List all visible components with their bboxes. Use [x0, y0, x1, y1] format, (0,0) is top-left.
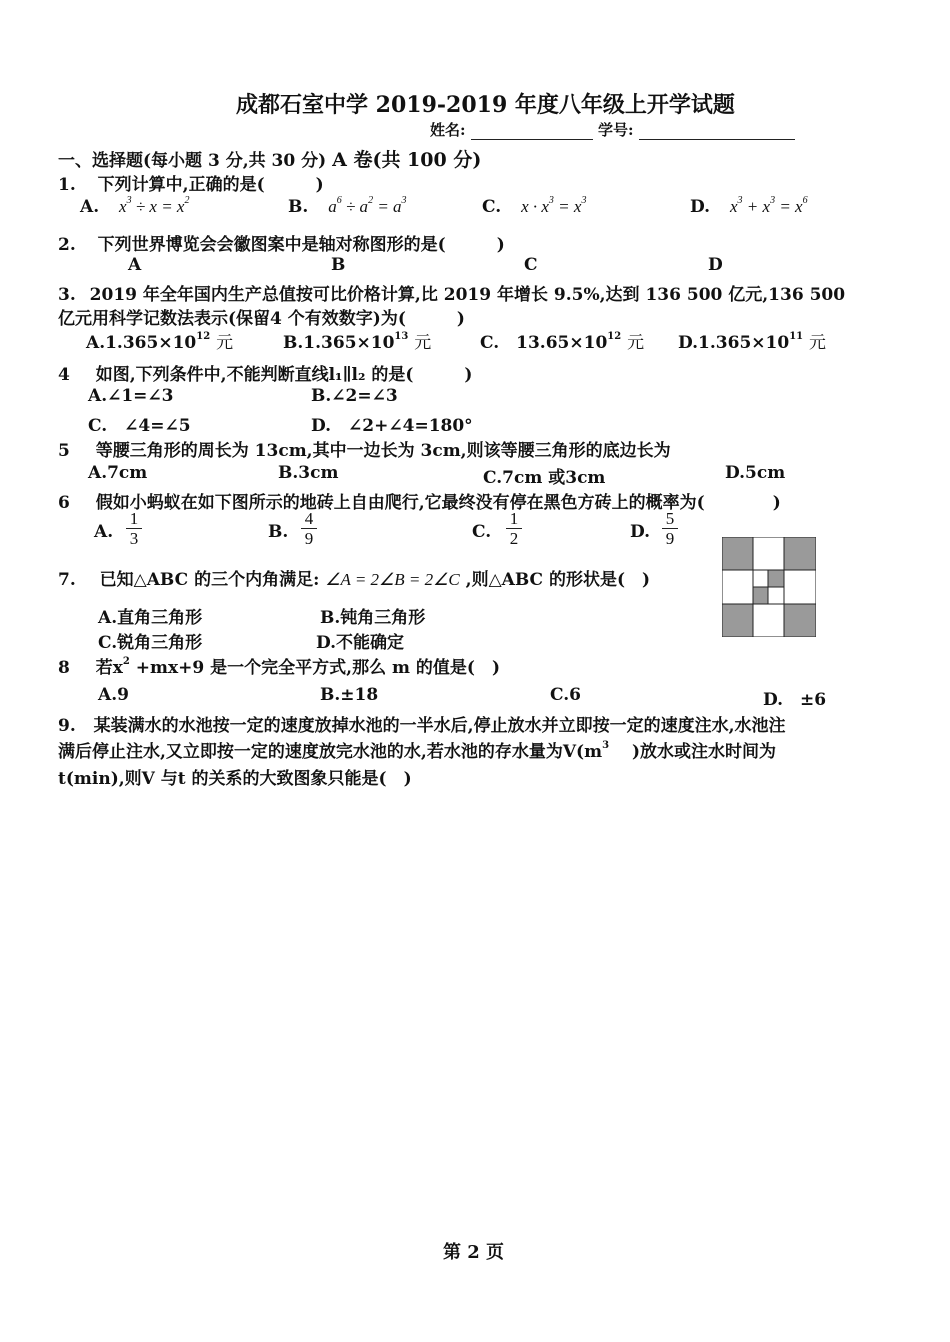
exponent: 3: [602, 740, 610, 752]
question-3: [58, 280, 845, 305]
numerator: 1: [126, 510, 142, 529]
option-text: B.1.365×10: [283, 333, 395, 353]
q6-option-b-label[interactable]: B.: [268, 522, 289, 542]
q6-option-c-fraction[interactable]: [506, 510, 522, 549]
q1-option-a[interactable]: A. $x^3 \div x = x^2$: [80, 195, 190, 217]
q3-option-d[interactable]: [678, 328, 826, 353]
question-5: [58, 436, 671, 461]
question-stem: 2019 年全年国内生产总值按可比价格计算,比 2019 年增长 9.5%,达到 136 500 亿元,136 500: [89, 285, 846, 305]
unit: 元: [809, 333, 827, 353]
exponent: 13: [394, 331, 409, 343]
question-4: [58, 360, 472, 385]
q8-option-d[interactable]: D. ±6: [763, 690, 827, 710]
question-9-line3: t(min),则V 与t 的关系的大致图象只能是( ): [58, 769, 412, 789]
question-stem: 假如小蚂蚁在如下图所示的地砖上自由爬行,它最终没有停在黑色方砖上的概率为( ): [95, 493, 781, 513]
question-9-line2: [58, 737, 776, 762]
question-number: 5: [58, 441, 70, 461]
option-text: A.1.365×10: [86, 333, 197, 353]
question-stem: 已知△ABC 的三个内角满足:: [99, 570, 320, 590]
question-9: [58, 711, 786, 736]
q5-option-b[interactable]: B.3cm: [278, 463, 339, 483]
section-heading-text: 一、选择题(每小题 3 分,共 30 分): [58, 151, 327, 171]
numerator: 4: [301, 510, 317, 529]
q8-option-c[interactable]: C.6: [550, 685, 581, 705]
q6-option-d-label[interactable]: D.: [630, 522, 651, 542]
question-stem: 下列计算中,正确的是( ): [97, 175, 324, 195]
option-label: D.: [690, 197, 711, 217]
q6-option-b-fraction[interactable]: [301, 510, 317, 549]
option-label: C.: [482, 197, 502, 217]
q2-option-c[interactable]: C: [524, 255, 538, 275]
q1-option-d[interactable]: D. $x^3 + x^3 = x^6$: [690, 195, 808, 217]
option-label: A.: [80, 197, 100, 217]
question-number: 9.: [58, 716, 76, 736]
formula: ∠A = 2∠B = 2∠C: [325, 570, 460, 589]
q4-option-c[interactable]: C. ∠4=∠5: [88, 416, 191, 436]
id-label: 学号:: [598, 121, 634, 139]
exponent: 12: [196, 331, 211, 343]
q2-option-a[interactable]: A: [128, 255, 142, 275]
q7-option-a[interactable]: A.直角三角形: [98, 608, 203, 628]
option-label: B.: [288, 197, 309, 217]
q2-option-b[interactable]: B: [331, 255, 346, 275]
question-stem-end: ,则△ABC 的形状是( ): [465, 570, 651, 590]
question-number: 4: [58, 365, 70, 385]
question-stem: 若x: [95, 658, 123, 678]
q5-option-d[interactable]: D.5cm: [725, 463, 786, 483]
page-number: 第 2 页: [443, 1242, 505, 1263]
denominator: 3: [129, 529, 139, 548]
denominator: 9: [304, 529, 314, 548]
exponent: 11: [789, 331, 804, 343]
page-title: 成都石室中学 2019-2019 年度八年级上开学试题: [236, 92, 735, 118]
q4-option-a[interactable]: A.∠1=∠3: [88, 386, 174, 406]
q6-option-d-fraction[interactable]: [662, 510, 678, 549]
question-number: 7.: [58, 570, 76, 590]
q6-option-a-fraction[interactable]: [126, 510, 142, 549]
unit: 元: [216, 333, 234, 353]
q3-option-a[interactable]: [86, 328, 233, 353]
question-stem: 某装满水的水池按一定的速度放掉水池的一半水后,停止放水并立即按一定的速度注水,水池注: [93, 716, 786, 736]
q1-option-b[interactable]: B. $a^6 \div a^2 = a^3$: [288, 195, 407, 217]
q7-option-b[interactable]: B.钝角三角形: [320, 608, 426, 628]
name-blank: [471, 125, 593, 140]
q2-option-d[interactable]: D: [708, 255, 723, 275]
volume-label: A 卷(共 100 分): [332, 149, 482, 171]
question-3-line2: 亿元用科学记数法表示(保留4 个有效数字)为( ): [58, 309, 465, 329]
question-stem: 下列世界博览会会徽图案中是轴对称图形的是( ): [97, 235, 505, 255]
q5-option-c[interactable]: C.7cm 或3cm: [483, 468, 606, 488]
q5-option-a[interactable]: A.7cm: [88, 463, 148, 483]
exponent: 12: [607, 331, 622, 343]
section-heading: [58, 145, 481, 172]
q6-option-c-label[interactable]: C.: [472, 522, 492, 542]
question-stem: 满后停止注水,又立即按一定的速度放完水池的水,若水池的存水量为V(m: [58, 742, 603, 762]
name-label: 姓名:: [430, 121, 466, 139]
question-number: 3.: [58, 285, 76, 305]
denominator: 2: [509, 529, 519, 548]
question-1: [58, 170, 324, 195]
question-stem: 如图,下列条件中,不能判断直线l₁∥l₂ 的是( ): [95, 365, 473, 385]
question-stem-end: +mx+9 是一个完全平方式,那么 m 的值是( ): [135, 658, 500, 678]
id-blank: [639, 125, 795, 140]
option-text: C. 13.65×10: [480, 333, 608, 353]
q6-option-a-label[interactable]: A.: [94, 522, 114, 542]
question-number: 8: [58, 658, 70, 678]
question-number: 6: [58, 493, 70, 513]
denominator: 9: [665, 529, 675, 548]
question-stem-end: )放水或注水时间为: [614, 742, 776, 762]
unit: 元: [627, 333, 645, 353]
q1-option-c[interactable]: C. $x \cdot x^3 = x^3$: [482, 195, 587, 217]
numerator: 1: [506, 510, 522, 529]
q8-option-b[interactable]: B.±18: [320, 685, 379, 705]
name-field: [430, 119, 795, 140]
question-7: [58, 565, 650, 590]
numerator: 5: [662, 510, 678, 529]
q3-option-b[interactable]: [283, 328, 431, 353]
exponent: 2: [122, 656, 130, 668]
question-number: 2.: [58, 235, 76, 255]
question-stem: 等腰三角形的周长为 13cm,其中一边长为 3cm,则该等腰三角形的底边长为: [95, 441, 671, 461]
q4-option-b[interactable]: B.∠2=∠3: [311, 386, 398, 406]
q3-option-c[interactable]: [480, 328, 644, 353]
q7-option-c[interactable]: C.锐角三角形: [98, 633, 203, 653]
q7-option-d[interactable]: D.不能确定: [316, 633, 405, 653]
unit: 元: [414, 333, 432, 353]
q8-option-a[interactable]: A.9: [98, 685, 129, 705]
question-number: 1.: [58, 175, 76, 195]
question-8: [58, 653, 500, 678]
floor-tile-figure: [722, 537, 816, 637]
q4-option-d[interactable]: D. ∠2+∠4=180°: [311, 416, 473, 436]
option-text: D.1.365×10: [678, 333, 790, 353]
question-2: [58, 230, 505, 255]
